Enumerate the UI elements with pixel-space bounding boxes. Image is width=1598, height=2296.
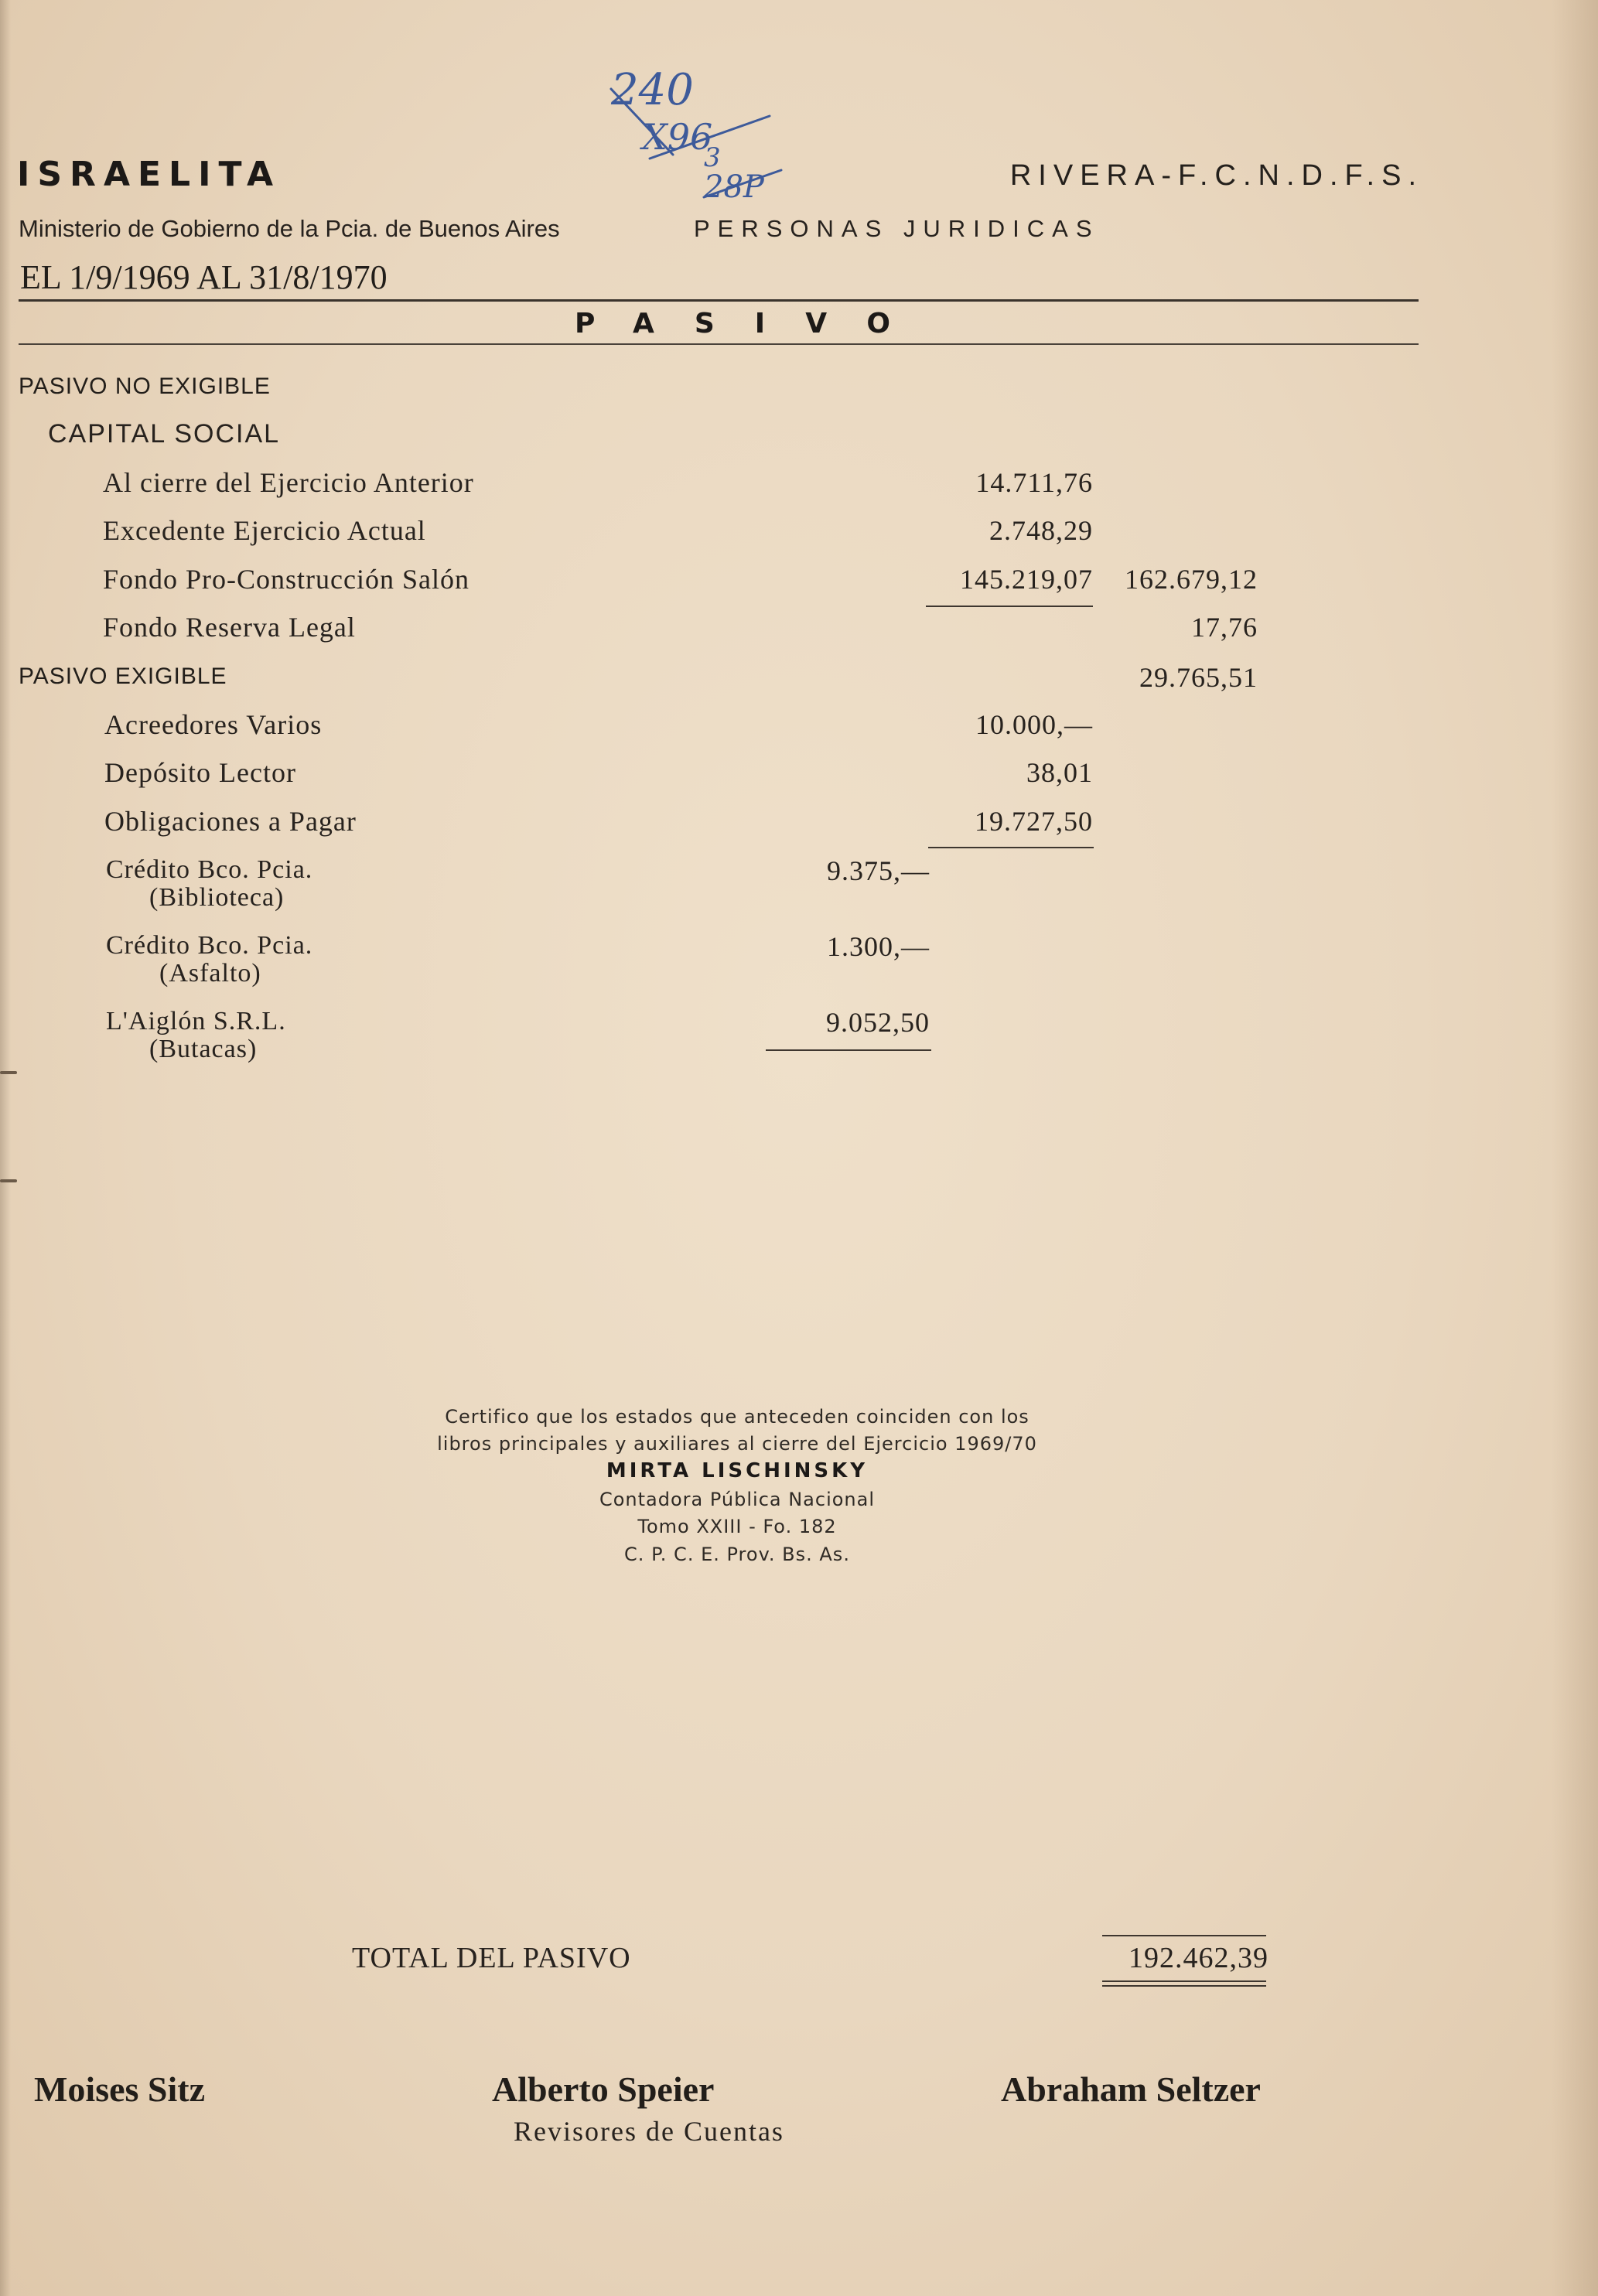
- header-rule: [19, 299, 1419, 302]
- credit-detail: (Butacas): [149, 1035, 258, 1063]
- certification-line: libros principales y auxiliares al cierre del Ejercicio 1969/70: [437, 1433, 1037, 1455]
- item-value: 145.219,07: [960, 564, 1093, 595]
- exigible-heading: PASIVO EXIGIBLE: [19, 664, 227, 689]
- registry-label: PERSONAS JURIDICAS: [694, 215, 1100, 242]
- ministry-label: Ministerio de Gobierno de la Pcia. de Buenos Aires: [19, 215, 560, 242]
- brand-title: ISRAELITA: [17, 155, 282, 194]
- page-edge-shadow: [1552, 0, 1598, 2296]
- subtotal-value: 17,76: [1191, 612, 1258, 643]
- section-rule: [19, 343, 1419, 345]
- item-label: Fondo Reserva Legal: [103, 612, 356, 643]
- signature-name: Abraham Seltzer: [1001, 2069, 1261, 2109]
- item-label: Obligaciones a Pagar: [104, 806, 357, 837]
- total-label: TOTAL DEL PASIVO: [352, 1942, 631, 1974]
- credit-label: L'Aiglón S.R.L.: [106, 1007, 286, 1035]
- accountant-tomo: Tomo XXIII - Fo. 182: [637, 1516, 837, 1537]
- signature-name: Moises Sitz: [34, 2069, 206, 2109]
- hand-note-4: 28P: [704, 169, 764, 205]
- exigible-total: 29.765,51: [1139, 662, 1258, 693]
- hand-note-1: 240: [611, 65, 694, 115]
- subtotal-value: 162.679,12: [1125, 564, 1258, 595]
- item-value: 10.000,—: [975, 709, 1093, 740]
- signature-name: Alberto Speier: [492, 2069, 715, 2109]
- sum-underline: [928, 847, 1094, 848]
- item-value: 14.711,76: [975, 467, 1093, 498]
- reviewers-role: Revisores de Cuentas: [514, 2116, 784, 2147]
- item-value: 2.748,29: [989, 515, 1093, 546]
- total-double-underline: [1102, 1985, 1266, 1987]
- credit-label: Crédito Bco. Pcia.: [106, 931, 313, 960]
- credit-value: 9.375,—: [827, 855, 930, 886]
- accountant-council: C. P. C. E. Prov. Bs. As.: [624, 1544, 850, 1565]
- item-label: Acreedores Varios: [104, 709, 323, 740]
- binding-stitch: [0, 1071, 17, 1074]
- period-label: EL 1/9/1969 AL 31/8/1970: [20, 258, 388, 296]
- location-label: RIVERA-F.C.N.D.F.S.: [1009, 159, 1423, 192]
- capital-social-heading: CAPITAL SOCIAL: [48, 419, 281, 449]
- item-label: Fondo Pro-Construcción Salón: [103, 564, 469, 595]
- binding-stitch: [0, 1179, 17, 1182]
- hand-note-3: 3: [704, 142, 721, 173]
- credit-value: 9.052,50: [826, 1007, 930, 1038]
- handwritten-annotation: [588, 43, 835, 220]
- sum-underline: [926, 606, 1093, 607]
- certification-line: Certifico que los estados que anteceden coinciden con los: [445, 1406, 1029, 1428]
- sum-underline: [766, 1049, 931, 1051]
- total-underline: [1102, 1980, 1266, 1982]
- no-exigible-heading: PASIVO NO EXIGIBLE: [19, 374, 271, 399]
- credit-value: 1.300,—: [827, 931, 930, 962]
- total-overline: [1102, 1935, 1266, 1936]
- credit-detail: (Biblioteca): [149, 883, 285, 912]
- accountant-title: Contadora Pública Nacional: [599, 1489, 876, 1510]
- hand-note-2: X96: [642, 116, 713, 158]
- accountant-name: MIRTA LISCHINSKY: [606, 1459, 869, 1482]
- item-value: 19.727,50: [975, 806, 1093, 837]
- credit-detail: (Asfalto): [159, 959, 261, 988]
- item-label: Excedente Ejercicio Actual: [103, 515, 426, 546]
- total-value: 192.462,39: [1129, 1942, 1268, 1974]
- binding-edge: [0, 0, 11, 2296]
- section-title-text: PASIVO: [574, 308, 931, 339]
- item-label: Depósito Lector: [104, 757, 296, 788]
- section-title: [0, 308, 1598, 339]
- item-value: 38,01: [1026, 757, 1093, 788]
- credit-label: Crédito Bco. Pcia.: [106, 855, 313, 884]
- item-label: Al cierre del Ejercicio Anterior: [103, 467, 474, 498]
